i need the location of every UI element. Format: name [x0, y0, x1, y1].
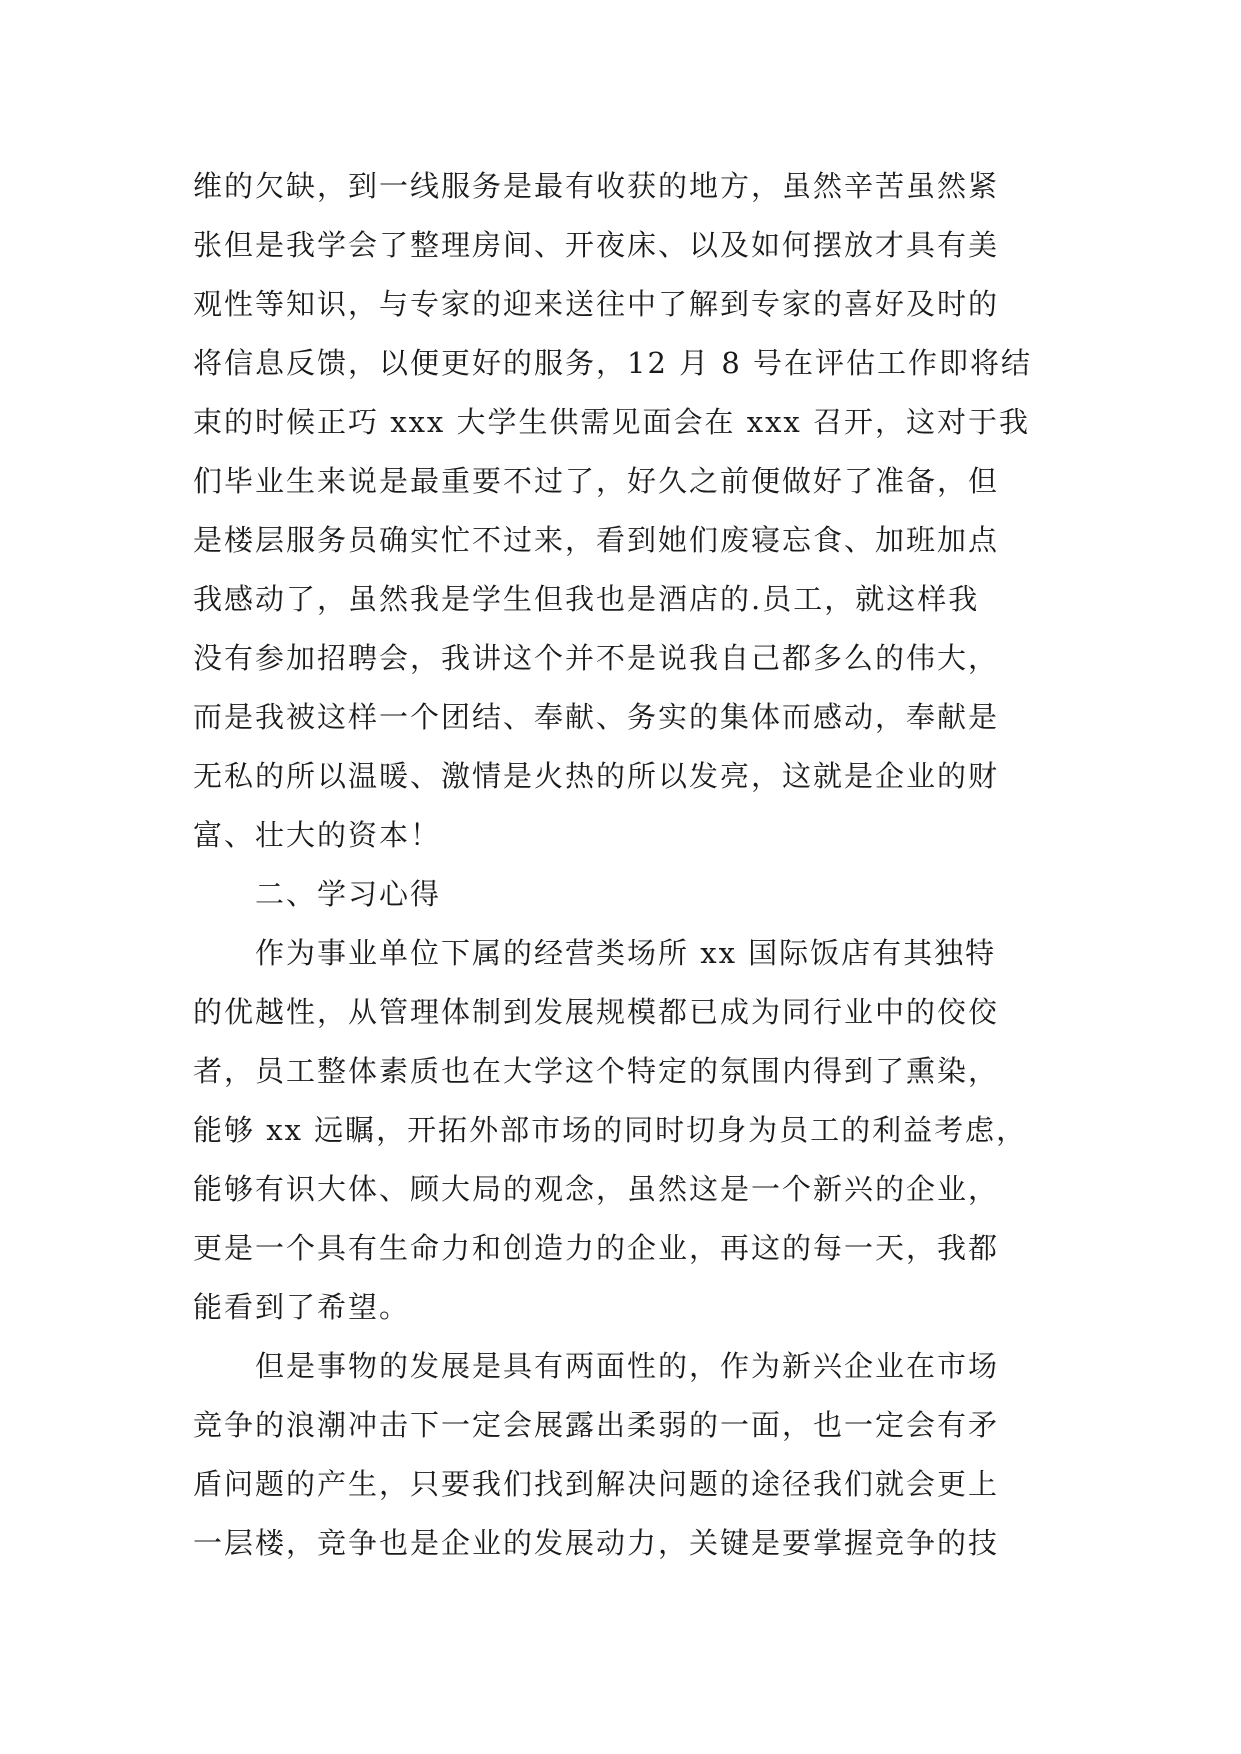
text-line: 能够 xx 远瞩，开拓外部市场的同时切身为员工的利益考虑， — [193, 1113, 1028, 1147]
text-line: 的优越性，从管理体制到发展规模都已成为同行业中的佼佼 — [193, 995, 1000, 1029]
document-body — [193, 157, 1073, 1573]
text-line: 张但是我学会了整理房间、开夜床、以及如何摆放才具有美 — [193, 228, 1000, 262]
text-line: 者，员工整体素质也在大学这个特定的氛围内得到了熏染， — [193, 1054, 1000, 1088]
text-line: 将信息反馈，以便更好的服务，12 月 8 号在评估工作即将结 — [193, 346, 1033, 380]
text-line: 而是我被这样一个团结、奉献、务实的集体而感动，奉献是 — [193, 700, 1000, 734]
text-line: 富、壮大的资本！ — [193, 818, 442, 852]
text-line: 能够有识大体、顾大局的观念，虽然这是一个新兴的企业， — [193, 1172, 1000, 1206]
text-line: 束的时候正巧 xxx 大学生供需见面会在 xxx 召开，这对于我 — [193, 405, 1031, 439]
text-line: 们毕业生来说是最重要不过了，好久之前便做好了准备，但 — [193, 464, 1000, 498]
text-line: 观性等知识，与专家的迎来送往中了解到专家的喜好及时的 — [193, 287, 1000, 321]
text-line: 竞争的浪潮冲击下一定会展露出柔弱的一面，也一定会有矛 — [193, 1408, 1000, 1442]
text-line: 能看到了希望。 — [193, 1290, 411, 1324]
text-line: 一层楼，竞争也是企业的发展动力，关键是要掌握竞争的技 — [193, 1526, 1000, 1560]
text-line: 更是一个具有生命力和创造力的企业，再这的每一天，我都 — [193, 1231, 1000, 1265]
section-heading: 二、学习心得 — [255, 877, 442, 911]
text-line: 没有参加招聘会，我讲这个并不是说我自己都多么的伟大， — [193, 641, 1000, 675]
text-line: 但是事物的发展是具有两面性的，作为新兴企业在市场 — [255, 1349, 1000, 1383]
text-line: 我感动了，虽然我是学生但我也是酒店的.员工，就这样我 — [193, 582, 980, 616]
text-line: 无私的所以温暖、激情是火热的所以发亮，这就是企业的财 — [193, 759, 1000, 793]
text-line: 是楼层服务员确实忙不过来，看到她们废寝忘食、加班加点 — [193, 523, 1000, 557]
text-line: 维的欠缺，到一线服务是最有收获的地方，虽然辛苦虽然紧 — [193, 169, 1000, 203]
text-line: 盾问题的产生，只要我们找到解决问题的途径我们就会更上 — [193, 1467, 1000, 1501]
text-line: 作为事业单位下属的经营类场所 xx 国际饭店有其独特 — [255, 936, 997, 970]
